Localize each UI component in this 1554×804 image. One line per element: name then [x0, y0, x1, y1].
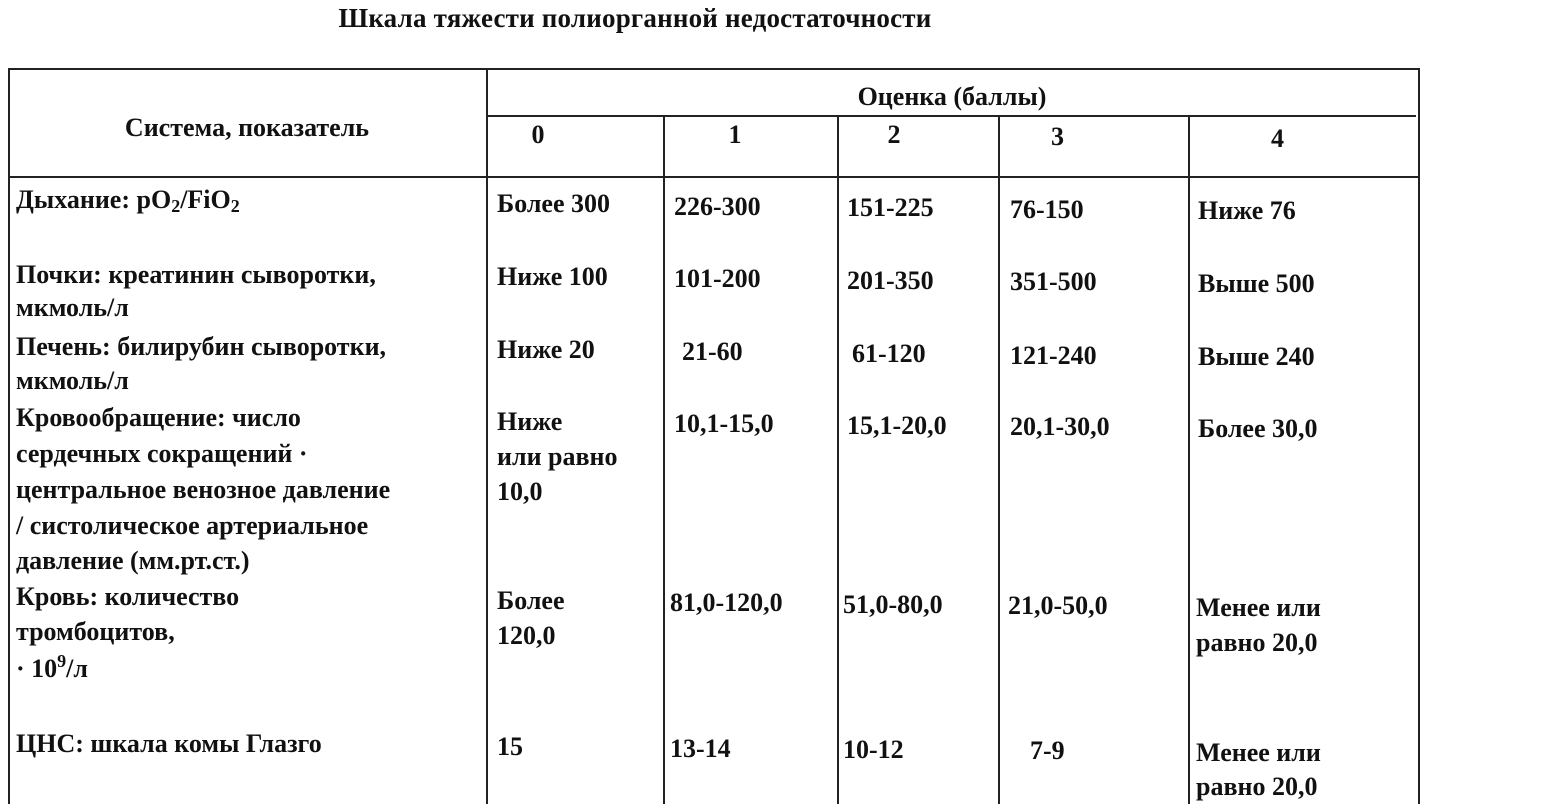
row-blood-label-unit: · $10^9/л$ [16, 651, 88, 683]
row-circulation-label-line-1: Кровообращение: число [16, 403, 301, 432]
row-respiration-score-4: Ниже 76 [1198, 196, 1296, 225]
score-header-4: 4 [1271, 124, 1284, 153]
row-liver-score-0: Ниже 20 [497, 335, 595, 364]
row-blood-score-2: 51,0-80,0 [843, 590, 943, 619]
row-kidneys-label-line-1: Почки: креатинин сыворотки, [16, 260, 376, 289]
row-cns-score-0: 15 [497, 732, 523, 761]
row-blood-score-3: 21,0-50,0 [1008, 591, 1108, 620]
score-group-underline [486, 115, 1416, 117]
header-bottom-line [8, 176, 1418, 178]
col-divider-2 [837, 115, 839, 804]
row-circulation-label-line-5: давление (мм.рт.ст.) [16, 546, 250, 575]
header-vertical-divider [486, 70, 488, 804]
col-divider-3 [998, 115, 1000, 804]
row-circulation-label-line-4: / систолическое артериальное [16, 511, 369, 540]
row-cns-score-4-line-1: Менее или [1196, 738, 1321, 767]
score-header-2: 2 [887, 120, 901, 149]
row-kidneys-score-3: 351-500 [1010, 267, 1097, 296]
row-cns-score-3: 7-9 [1030, 736, 1065, 765]
row-circulation-score-4: Более 30,0 [1198, 414, 1318, 443]
row-blood-score-0-line-1: Более [497, 586, 565, 615]
row-blood-score-1: 81,0-120,0 [670, 588, 783, 617]
row-circulation-score-0-line-1: Ниже [497, 407, 563, 436]
row-kidneys-score-0: Ниже 100 [497, 262, 608, 291]
row-blood-label-line-1: Кровь: количество [16, 582, 240, 611]
row-circulation-label-line-3: центральное венозное давление [16, 475, 391, 504]
row-circulation-score-3: 20,1-30,0 [1010, 412, 1110, 441]
score-header-3: 3 [1051, 122, 1064, 151]
row-cns-score-4-line-2: равно 20,0 [1196, 772, 1318, 801]
row-liver-score-4: Выше 240 [1198, 342, 1315, 371]
score-header-1: 1 [728, 120, 742, 149]
row-respiration-score-1: 226-300 [674, 192, 761, 221]
row-kidneys-score-2: 201-350 [847, 266, 934, 295]
row-liver-score-3: 121-240 [1010, 341, 1097, 370]
row-liver-label-line-1: Печень: билирубин сыворотки, [16, 332, 387, 361]
row-blood-score-0-line-2: 120,0 [497, 621, 556, 650]
row-circulation-score-1: 10,1-15,0 [674, 409, 774, 438]
row-respiration-label: Дыхание: $pO_2/FiO_2$ [16, 185, 240, 216]
row-liver-label-line-2: мкмоль/л [16, 366, 129, 395]
row-cns-score-2: 10-12 [843, 735, 904, 764]
row-kidneys-score-4: Выше 500 [1198, 269, 1315, 298]
row-blood-score-4-line-1: Менее или [1196, 593, 1321, 622]
row-respiration-score-3: 76-150 [1010, 195, 1084, 224]
row-cns-label: ЦНС: шкала комы Глазго [16, 729, 322, 758]
score-header-0: 0 [531, 120, 545, 149]
row-circulation-score-2: 15,1-20,0 [847, 411, 947, 440]
system-column-header: Система, показатель [124, 113, 370, 142]
row-circulation-label-line-2: сердечных сокращений · [16, 439, 308, 468]
row-respiration-score-2: 151-225 [847, 193, 934, 222]
row-kidneys-score-1: 101-200 [674, 264, 761, 293]
row-blood-score-4-line-2: равно 20,0 [1196, 628, 1318, 657]
row-blood-label-line-2: тромбоцитов, [16, 617, 175, 646]
row-liver-score-1: 21-60 [682, 337, 743, 366]
row-circulation-score-0-line-3: 10,0 [497, 477, 543, 506]
page-title: Шкала тяжести полиорганной недостаточности [338, 3, 932, 33]
col-divider-4 [1188, 117, 1190, 804]
row-cns-score-1: 13-14 [670, 734, 731, 763]
row-respiration-score-0: Более 300 [497, 189, 611, 218]
score-group-header: Оценка (баллы) [857, 82, 1047, 111]
row-liver-score-2: 61-120 [852, 339, 926, 368]
col-divider-1 [663, 115, 665, 804]
row-kidneys-label-line-2: мкмоль/л [16, 293, 129, 322]
row-circulation-score-0-line-2: или равно [497, 442, 618, 471]
